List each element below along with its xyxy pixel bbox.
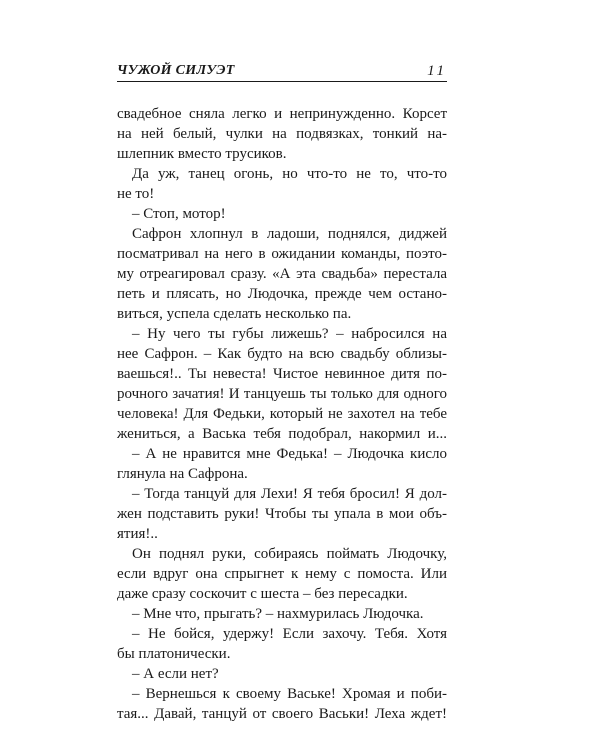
- text-line: Он поднял руки, собираясь поймать Людочку,: [132, 546, 447, 562]
- text-line: ятия!..: [117, 526, 158, 542]
- text-line: глянула на Сафрона.: [117, 466, 248, 482]
- text-line: петь и плясать, но Людочка, прежде чем остано-: [117, 286, 447, 302]
- text-line: на ней белый, чулки на подвязках, тонкий на-: [117, 126, 447, 142]
- text-line: шлепник вместо трусиков.: [117, 146, 287, 162]
- header-rule: [117, 81, 447, 82]
- running-header: [117, 63, 447, 85]
- text-line: Сафрон хлопнул в ладоши, поднялся, диджей: [132, 226, 447, 242]
- body-text: [117, 104, 447, 724]
- text-line: Да уж, танец огонь, но что-то не то, что-то: [132, 166, 447, 182]
- text-line: му отреагировал сразу. «А эта свадьба» перестала: [117, 266, 447, 282]
- text-line: ваешься!.. Ты невеста! Чистое невинное дитя по-: [117, 366, 447, 382]
- text-line: нее Сафрон. – Как будто на всю свадьбу облизы-: [117, 346, 447, 362]
- text-line: – Стоп, мотор!: [132, 206, 226, 222]
- text-line: – Тогда танцуй для Лехи! Я тебя бросил! Я дол-: [132, 486, 447, 502]
- text-line: посматривал на него в ожидании команды, поэто-: [117, 246, 447, 262]
- text-line: жениться, а Васька тебя подобрал, накормил и...: [117, 426, 447, 442]
- text-line: – Вернешься к своему Ваське! Хромая и поби-: [132, 686, 447, 702]
- text-line: – А если нет?: [132, 666, 219, 682]
- text-line: бы платонически.: [117, 646, 231, 662]
- book-title: ЧУЖОЙ СИЛУЭТ: [117, 63, 235, 78]
- text-line: жен подставить руки! Чтобы ты упала в мои объ-: [117, 506, 447, 522]
- text-line: не то!: [117, 186, 155, 202]
- text-line: свадебное сняла легко и непринужденно. Корсет: [117, 106, 447, 122]
- text-line: человека! Для Федьки, который не захотел на тебе: [117, 406, 447, 422]
- text-line: виться, успела сделать несколько па.: [117, 306, 352, 322]
- text-line: – Мне что, прыгать? – нахмурилась Людочка.: [132, 606, 424, 622]
- text-line: – Не бойся, удержу! Если захочу. Тебя. Хотя: [132, 626, 447, 642]
- page-number: 11: [427, 63, 447, 79]
- text-line: – А не нравится мне Федька! – Людочка кисло: [132, 446, 447, 462]
- text-line: тая... Давай, танцуй от своего Васьки! Леха ждет!: [117, 706, 447, 722]
- text-line: даже сразу соскочит с шеста – без пересадки.: [117, 586, 408, 602]
- text-line: рочного зачатия! И танцуешь ты только для одного: [117, 386, 447, 402]
- text-line: если вдруг она спрыгнет к нему с помоста. Или: [117, 566, 447, 582]
- text-line: – Ну чего ты губы лижешь? – набросился на: [132, 326, 447, 342]
